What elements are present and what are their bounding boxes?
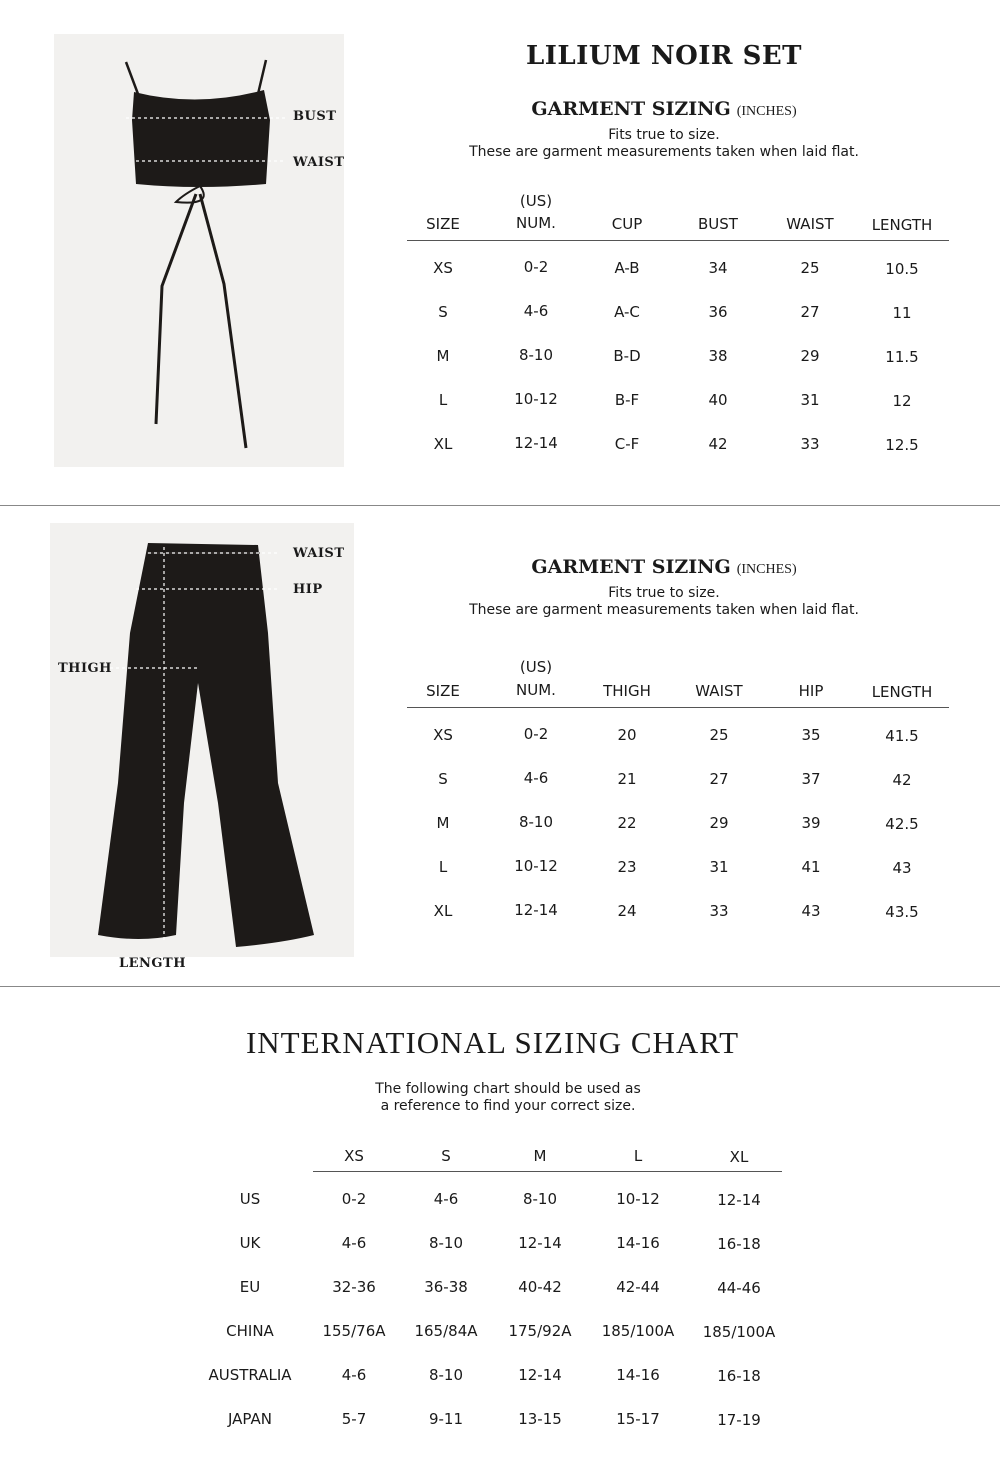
cell-thigh: 21 [617,770,637,788]
top-garment-photo [54,34,344,467]
cell-cup: B-F [614,391,640,409]
cell-num: 8-10 [518,346,554,364]
cell-size: M [436,347,450,365]
cell-l: 42-44 [616,1278,660,1296]
bottom-note-line1: Fits true to size. [608,585,720,601]
cell-xs: 32-36 [332,1278,376,1296]
cell-hip: 35 [801,726,821,744]
cell-length: 10.5 [885,260,919,278]
cell-thigh: 22 [617,814,637,832]
col-header-num: NUM. [516,214,556,232]
section-divider [0,986,1000,987]
bust-label: BUST [293,109,337,124]
top-sizing-note [404,127,924,161]
col-header-l: L [633,1147,643,1165]
cell-length: 43 [892,859,912,877]
row-region-australia: AUSTRALIA [208,1366,292,1384]
cell-waist: 33 [709,902,729,920]
cell-xl: 185/100A [702,1323,776,1341]
cell-cup: A-C [614,303,640,321]
cell-num: 4-6 [523,302,549,320]
cell-length: 43.5 [885,903,919,921]
header-rule [313,1171,782,1172]
international-chart-title: INTERNATIONAL SIZING CHART [245,1025,740,1060]
cell-bust: 38 [708,347,728,365]
cell-num: 0-2 [523,725,549,743]
cell-waist: 27 [709,770,729,788]
top-sizing-title: GARMENT SIZING [531,98,731,120]
cell-s: 8-10 [428,1366,464,1384]
cell-size: L [438,858,448,876]
cell-waist: 25 [709,726,729,744]
cell-length: 41.5 [885,727,919,745]
cell-num: 4-6 [523,769,549,787]
pants-hip-label: HIP [293,582,323,597]
top-sizing-heading [444,98,884,120]
cell-waist: 29 [800,347,820,365]
col-header-waist: WAIST [786,215,834,233]
cell-num: 10-12 [514,390,558,408]
cell-length: 11.5 [885,348,919,366]
pants-thigh-label: THIGH [58,661,112,676]
col-header-length: LENGTH [871,216,933,234]
cell-s: 9-11 [428,1410,464,1428]
cell-s: 165/84A [414,1322,478,1340]
cell-num: 10-12 [514,857,558,875]
row-region-uk: UK [239,1234,261,1252]
cell-hip: 39 [801,814,821,832]
waist-label: WAIST [293,155,345,170]
header-rule [407,240,949,241]
cell-m: 12-14 [518,1234,562,1252]
header-rule [407,707,949,708]
cell-size: XL [433,902,453,920]
cell-s: 4-6 [433,1190,459,1208]
cell-size: L [438,391,448,409]
cell-s: 8-10 [428,1234,464,1252]
cell-length: 42.5 [885,815,919,833]
international-note [308,1081,708,1115]
cell-xs: 4-6 [341,1366,367,1384]
col-header-waist: WAIST [695,682,743,700]
cell-num: 12-14 [514,434,558,452]
cell-length: 42 [892,771,912,789]
cell-xs: 5-7 [341,1410,367,1428]
col-header-bust: BUST [698,215,738,233]
intl-note-line2: a reference to find your correct size. [380,1098,636,1114]
crop-top-illustration [54,34,344,467]
cell-length: 12 [892,392,912,410]
cell-xl: 12-14 [717,1191,761,1209]
row-region-japan: JAPAN [228,1410,272,1428]
bottom-sizing-unit: (INCHES) [736,562,797,577]
bottom-note-line2: These are garment measurements taken when laid flat. [469,602,859,618]
col-header-size: SIZE [426,215,460,233]
cell-xl: 44-46 [717,1279,761,1297]
cell-s: 36-38 [424,1278,468,1296]
cell-m: 40-42 [518,1278,562,1296]
cell-hip: 41 [801,858,821,876]
cell-bust: 36 [708,303,728,321]
cell-waist: 31 [800,391,820,409]
top-note-line2: These are garment measurements taken when laid flat. [469,144,859,160]
cell-xl: 16-18 [717,1235,761,1253]
cell-l: 15-17 [616,1410,660,1428]
col-header-cup: CUP [611,215,643,233]
cell-size: M [436,814,450,832]
cell-m: 175/92A [508,1322,572,1340]
intl-note-line1: The following chart should be used as [375,1081,641,1097]
cell-bust: 34 [708,259,728,277]
col-header-xs: XS [344,1147,364,1165]
pants-length-label: LENGTH [119,956,186,971]
cell-size: XL [433,435,453,453]
cell-m: 8-10 [522,1190,558,1208]
cell-l: 185/100A [601,1322,675,1340]
bottom-sizing-title: GARMENT SIZING [531,556,731,578]
cell-cup: C-F [614,435,640,453]
cell-num: 12-14 [514,901,558,919]
bottom-sizing-note [404,585,924,619]
cell-cup: B-D [613,347,641,365]
cell-hip: 37 [801,770,821,788]
col-header-length: LENGTH [871,683,933,701]
cell-size: S [438,770,448,788]
cell-cup: A-B [614,259,640,277]
cell-waist: 31 [709,858,729,876]
cell-length: 12.5 [885,436,919,454]
row-region-us: US [239,1190,261,1208]
cell-waist: 29 [709,814,729,832]
cell-m: 12-14 [518,1366,562,1384]
col-header-hip: HIP [798,682,824,700]
pants-waist-label: WAIST [293,546,345,561]
row-region-eu: EU [239,1278,261,1296]
cell-hip: 43 [801,902,821,920]
cell-size: XS [433,259,453,277]
cell-xs: 155/76A [322,1322,386,1340]
col-header-xl: XL [729,1148,749,1166]
cell-length: 11 [892,304,912,322]
cell-size: S [438,303,448,321]
cell-bust: 40 [708,391,728,409]
cell-l: 14-16 [616,1366,660,1384]
col-header-num: NUM. [516,681,556,699]
section-divider [0,505,1000,506]
cell-thigh: 24 [617,902,637,920]
col-header-us: (US) [519,658,553,676]
col-header-us: (US) [519,192,553,210]
cell-bust: 42 [708,435,728,453]
top-note-line1: Fits true to size. [608,127,720,143]
col-header-thigh: THIGH [603,682,651,700]
cell-xs: 0-2 [341,1190,367,1208]
cell-num: 0-2 [523,258,549,276]
cell-m: 13-15 [518,1410,562,1428]
col-header-m: M [533,1147,547,1165]
bottom-sizing-heading [444,556,884,578]
row-region-china: CHINA [226,1322,274,1340]
cell-l: 14-16 [616,1234,660,1252]
col-header-size: SIZE [426,682,460,700]
cell-waist: 25 [800,259,820,277]
cell-xs: 4-6 [341,1234,367,1252]
page-title: LILIUM NOIR SET [525,41,803,71]
cell-waist: 27 [800,303,820,321]
cell-xl: 16-18 [717,1367,761,1385]
cell-num: 8-10 [518,813,554,831]
cell-xl: 17-19 [717,1411,761,1429]
cell-l: 10-12 [616,1190,660,1208]
cell-waist: 33 [800,435,820,453]
top-sizing-unit: (INCHES) [736,104,797,119]
cell-size: XS [433,726,453,744]
cell-thigh: 23 [617,858,637,876]
col-header-s: S [441,1147,451,1165]
cell-thigh: 20 [617,726,637,744]
